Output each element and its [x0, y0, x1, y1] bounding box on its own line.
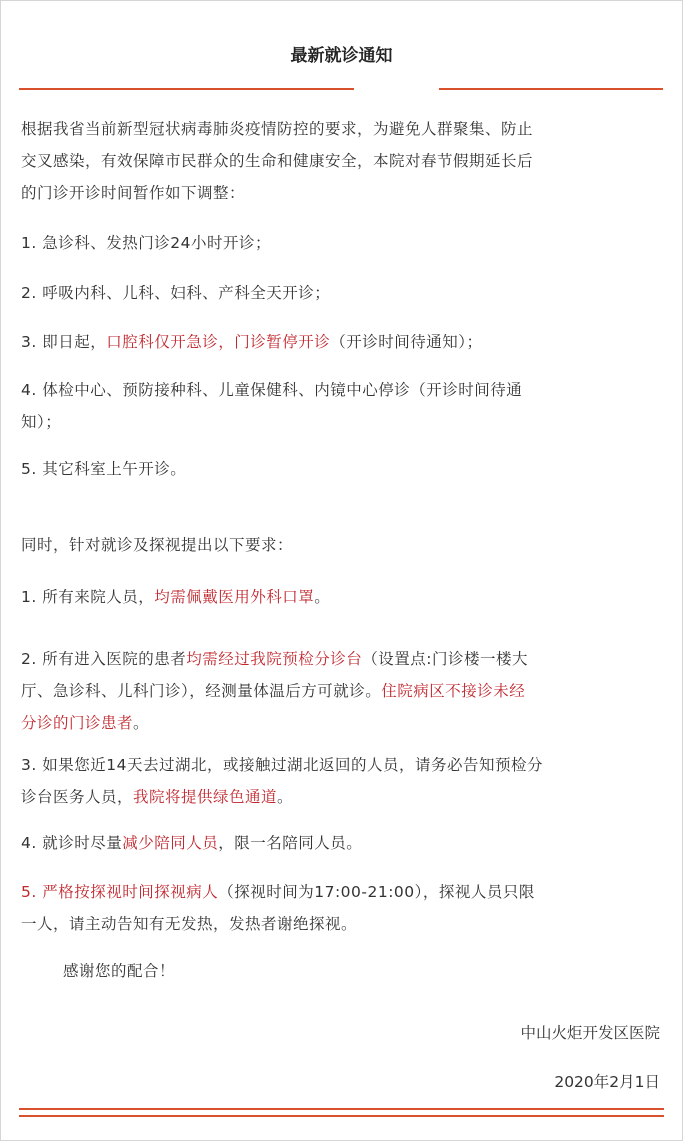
requirement-item-3: 3. 如果您近14天去过湖北，或接触过湖北返回的人员，请务必告知预检分 诊台医务人员，我院将提供绿色通道。	[21, 756, 543, 806]
title-divider-right	[439, 88, 663, 90]
highlight-text: 减少陪同人员	[122, 834, 219, 852]
thanks-text: 感谢您的配合！	[63, 962, 176, 980]
adjustment-item-2: 2. 呼吸内科、儿科、妇科、产科全天开诊；	[21, 284, 331, 302]
adjustment-item-1: 1. 急诊科、发热门诊24小时开诊；	[21, 234, 271, 252]
hospital-signature: 中山火炬开发区医院	[520, 1024, 660, 1042]
highlight-text: 住院病区不接诊未经	[381, 682, 526, 700]
highlight-text: 均需经过我院预检分诊台	[186, 650, 363, 668]
highlight-text: 我院将提供绿色通道	[133, 788, 278, 806]
footer-divider-top	[19, 1108, 664, 1110]
footer-divider-bottom	[19, 1115, 664, 1117]
intro-line: 的门诊开诊时间暂作如下调整：	[21, 184, 246, 202]
adjustment-item-5: 5. 其它科室上午开诊。	[21, 460, 187, 478]
title-divider-left	[19, 88, 354, 90]
intro-line: 根据我省当前新型冠状病毒肺炎疫情防控的要求，为避免人群聚集、防止	[21, 120, 534, 138]
requirement-item-2: 2. 所有进入医院的患者均需经过我院预检分诊台（设置点:门诊楼一楼大 厅、急诊科、儿科门诊），经测量体温后方可就诊。住院病区不接诊未经 分诊的门诊患者。	[21, 650, 528, 732]
highlight-text: 口腔科仅开急诊，门诊暂停开诊	[106, 333, 331, 351]
requirements-intro: 同时，针对就诊及探视提出以下要求：	[21, 536, 294, 554]
page-title: 最新就诊通知	[290, 46, 393, 66]
requirement-item-1: 1. 所有来院人员，均需佩戴医用外科口罩。	[21, 588, 331, 606]
intro-paragraph	[21, 113, 667, 209]
adjustment-item-4: 4. 体检中心、预防接种科、儿童保健科、内镜中心停诊（开诊时间待通 知）；	[21, 381, 523, 431]
requirement-item-5: 5. 严格按探视时间探视病人（探视时间为17:00-21:00），探视人员只限 一人，请主动告知有无发热，发热者谢绝探视。	[21, 883, 535, 933]
highlight-text: 分诊的门诊患者	[21, 714, 134, 732]
highlight-text: 均需佩戴医用外科口罩	[154, 588, 315, 606]
highlight-text: 5. 严格按探视时间探视病人	[21, 883, 219, 901]
adjustment-item-3: 3. 即日起，口腔科仅开急诊，门诊暂停开诊（开诊时间待通知）；	[21, 333, 483, 351]
requirement-item-4: 4. 就诊时尽量减少陪同人员，限一名陪同人员。	[21, 834, 363, 852]
notice-date: 2020年2月1日	[554, 1073, 660, 1091]
intro-line: 交叉感染，有效保障市民群众的生命和健康安全，本院对春节假期延长后	[21, 152, 534, 170]
